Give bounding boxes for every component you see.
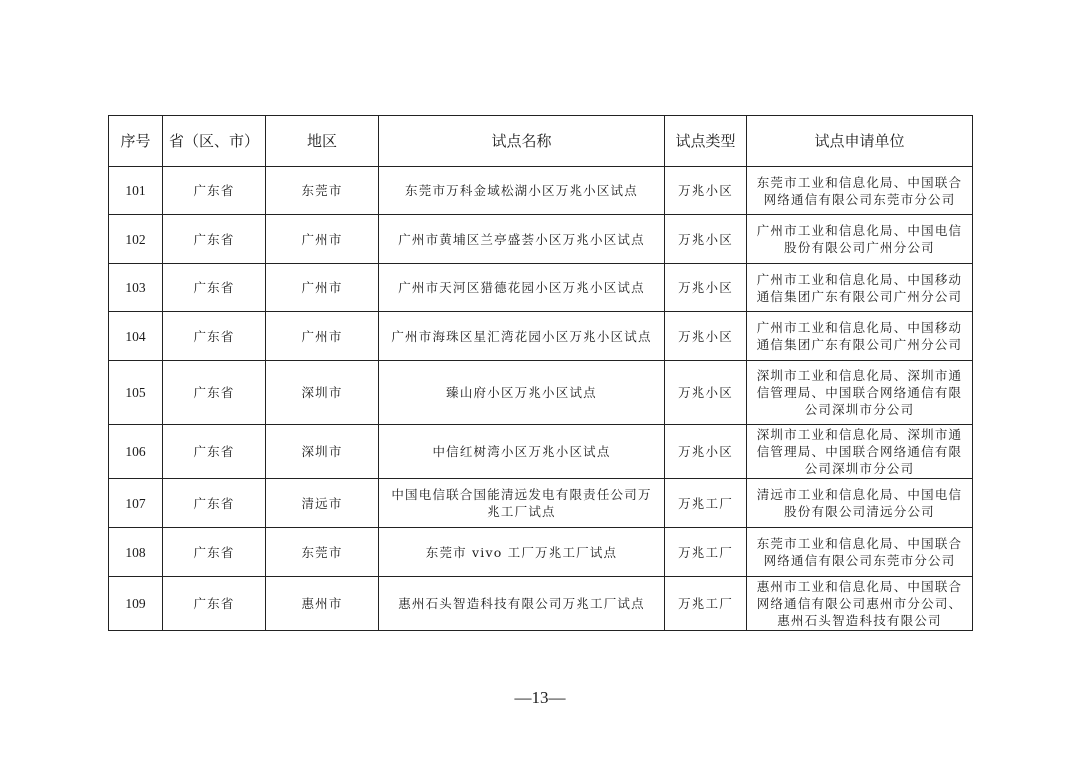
cell-applicant: 广州市工业和信息化局、中国移动通信集团广东有限公司广州分公司 xyxy=(747,264,973,312)
header-pilot-name: 试点名称 xyxy=(379,116,665,167)
header-province: 省（区、市） xyxy=(163,116,266,167)
table-row xyxy=(109,264,973,312)
table-row xyxy=(109,215,973,264)
cell-index: 102 xyxy=(109,215,163,264)
cell-pilot-name: 惠州石头智造科技有限公司万兆工厂试点 xyxy=(379,577,665,631)
cell-pilot-name: 中国电信联合国能清远发电有限责任公司万兆工厂试点 xyxy=(379,479,665,528)
cell-region: 广州市 xyxy=(266,264,379,312)
header-pilot-type: 试点类型 xyxy=(665,116,747,167)
table-row xyxy=(109,528,973,577)
header-applicant: 试点申请单位 xyxy=(747,116,973,167)
cell-pilot-type: 万兆小区 xyxy=(665,361,747,425)
table-row xyxy=(109,479,973,528)
header-index: 序号 xyxy=(109,116,163,167)
cell-pilot-type: 万兆工厂 xyxy=(665,577,747,631)
cell-pilot-name: 广州市黄埔区兰亭盛荟小区万兆小区试点 xyxy=(379,215,665,264)
cell-region: 广州市 xyxy=(266,312,379,361)
cell-pilot-type: 万兆工厂 xyxy=(665,479,747,528)
cell-index: 106 xyxy=(109,425,163,479)
cell-index: 107 xyxy=(109,479,163,528)
pilot-list-table xyxy=(108,115,973,631)
cell-index: 103 xyxy=(109,264,163,312)
table-row xyxy=(109,577,973,631)
cell-province: 广东省 xyxy=(163,361,266,425)
cell-pilot-type: 万兆小区 xyxy=(665,312,747,361)
cell-province: 广东省 xyxy=(163,577,266,631)
cell-index: 101 xyxy=(109,167,163,215)
cell-pilot-type: 万兆工厂 xyxy=(665,528,747,577)
cell-pilot-type: 万兆小区 xyxy=(665,425,747,479)
cell-pilot-name: 广州市海珠区星汇湾花园小区万兆小区试点 xyxy=(379,312,665,361)
cell-province: 广东省 xyxy=(163,425,266,479)
cell-applicant: 惠州市工业和信息化局、中国联合网络通信有限公司惠州市分公司、惠州石头智造科技有限公司 xyxy=(747,577,973,631)
cell-applicant: 深圳市工业和信息化局、深圳市通信管理局、中国联合网络通信有限公司深圳市分公司 xyxy=(747,361,973,425)
cell-province: 广东省 xyxy=(163,479,266,528)
cell-pilot-type: 万兆小区 xyxy=(665,215,747,264)
cell-index: 104 xyxy=(109,312,163,361)
cell-province: 广东省 xyxy=(163,528,266,577)
cell-province: 广东省 xyxy=(163,167,266,215)
table-row xyxy=(109,425,973,479)
cell-index: 105 xyxy=(109,361,163,425)
cell-province: 广东省 xyxy=(163,312,266,361)
page-number: —13— xyxy=(514,688,566,707)
cell-applicant: 广州市工业和信息化局、中国电信股份有限公司广州分公司 xyxy=(747,215,973,264)
cell-pilot-name: 东莞市 vivo 工厂万兆工厂试点 xyxy=(379,528,665,577)
cell-pilot-name: 东莞市万科金域松湖小区万兆小区试点 xyxy=(379,167,665,215)
cell-pilot-name: 广州市天河区猎德花园小区万兆小区试点 xyxy=(379,264,665,312)
cell-region: 广州市 xyxy=(266,215,379,264)
table-row xyxy=(109,312,973,361)
table-row xyxy=(109,361,973,425)
cell-applicant: 清远市工业和信息化局、中国电信股份有限公司清远分公司 xyxy=(747,479,973,528)
cell-region: 东莞市 xyxy=(266,167,379,215)
table-row xyxy=(109,167,973,215)
cell-region: 清远市 xyxy=(266,479,379,528)
cell-pilot-name: 中信红树湾小区万兆小区试点 xyxy=(379,425,665,479)
cell-region: 深圳市 xyxy=(266,425,379,479)
cell-region: 东莞市 xyxy=(266,528,379,577)
cell-region: 深圳市 xyxy=(266,361,379,425)
cell-applicant: 东莞市工业和信息化局、中国联合网络通信有限公司东莞市分公司 xyxy=(747,167,973,215)
cell-region: 惠州市 xyxy=(266,577,379,631)
cell-applicant: 广州市工业和信息化局、中国移动通信集团广东有限公司广州分公司 xyxy=(747,312,973,361)
cell-province: 广东省 xyxy=(163,215,266,264)
header-region: 地区 xyxy=(266,116,379,167)
cell-province: 广东省 xyxy=(163,264,266,312)
cell-pilot-type: 万兆小区 xyxy=(665,264,747,312)
cell-applicant: 东莞市工业和信息化局、中国联合网络通信有限公司东莞市分公司 xyxy=(747,528,973,577)
cell-index: 109 xyxy=(109,577,163,631)
cell-pilot-name: 臻山府小区万兆小区试点 xyxy=(379,361,665,425)
table-header-row xyxy=(109,116,973,167)
cell-applicant: 深圳市工业和信息化局、深圳市通信管理局、中国联合网络通信有限公司深圳市分公司 xyxy=(747,425,973,479)
cell-pilot-type: 万兆小区 xyxy=(665,167,747,215)
cell-index: 108 xyxy=(109,528,163,577)
